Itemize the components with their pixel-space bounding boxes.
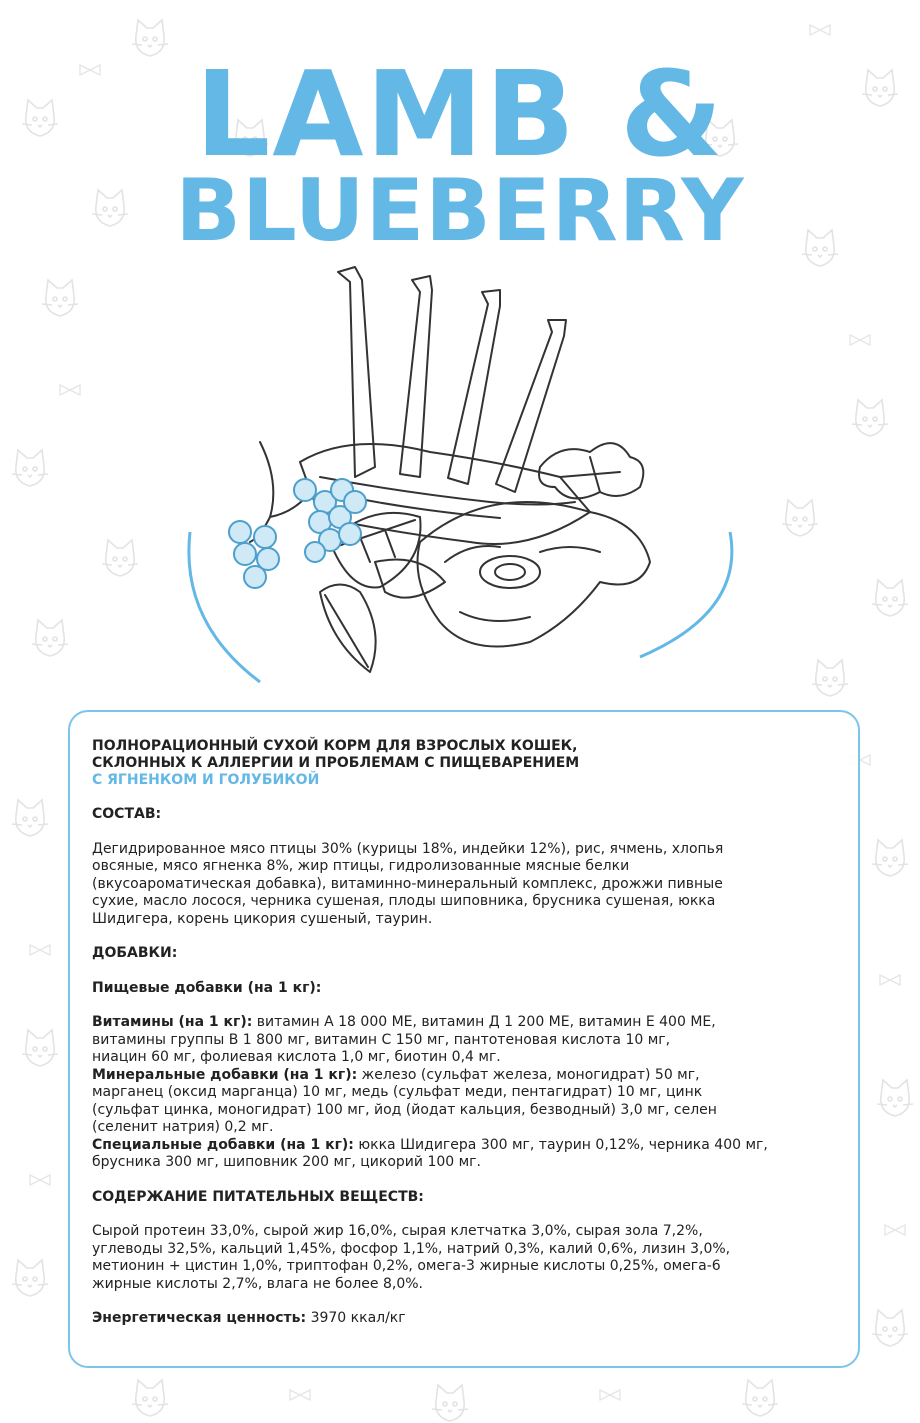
- energy-value: 3970 ккал/кг: [306, 1310, 406, 1326]
- vitamins-label: Витамины (на 1 кг):: [92, 1014, 253, 1030]
- composition-line: Шидигера, корень цикория сушеный, таурин.: [92, 910, 433, 927]
- vitamins-line: витамины группы В 1 800 мг, витамин С 150 мг, пантотеновая кислота 10 мг,: [92, 1031, 671, 1048]
- product-title-line-2: СКЛОННЫХ К АЛЛЕРГИИ И ПРОБЛЕМАМ С ПИЩЕВАРЕНИЕМ: [92, 755, 580, 771]
- vitamins-line: ниацин 60 мг, фолиевая кислота 1,0 мг, биотин 0,4 мг.: [92, 1049, 501, 1065]
- nutrients-text: [92, 1223, 836, 1293]
- energy-label: Энергетическая ценность:: [92, 1310, 307, 1326]
- product-title-line-1: ПОЛНОРАЦИОННЫЙ СУХОЙ КОРМ ДЛЯ ВЗРОСЛЫХ КОШЕК,: [92, 738, 578, 754]
- food-additives-heading: Пищевые добавки (на 1 кг):: [92, 979, 322, 996]
- special-line: юкка Шидигера 300 мг, таурин 0,12%, черника 400 мг,: [353, 1136, 768, 1153]
- special-label: Специальные добавки (на 1 кг):: [92, 1136, 354, 1153]
- leaf-3: [375, 560, 445, 598]
- minerals-line: марганец (оксид марганца) 10 мг, медь (сульфат меди, пентагидрат) 10 мг, цинк: [92, 1084, 703, 1100]
- nutrients-heading: СОДЕРЖАНИЕ ПИТАТЕЛЬНЫХ ВЕЩЕСТВ:: [92, 1188, 424, 1205]
- composition-line: Дегидрированное мясо птицы 30% (курицы 18%, индейки 12%), рис, ячмень, хлопья: [92, 840, 724, 857]
- product-title: [92, 738, 836, 789]
- composition-line: сухие, масло лосося, черника сушеная, плоды шиповника, брусника сушеная, юкка: [92, 893, 716, 909]
- energy-value-row: [92, 1310, 836, 1328]
- lamb-blueberry-illustration: [170, 262, 750, 702]
- right-arc: [640, 532, 732, 657]
- steak-bone: [480, 556, 540, 588]
- nutrients-line: углеводы 32,5%, кальций 1,45%, фосфор 1,1%, натрий 0,3%, калий 0,6%, лизин 3,0%,: [92, 1240, 731, 1257]
- minerals-label: Минеральные добавки (на 1 кг):: [92, 1066, 358, 1083]
- minerals-line: (сульфат цинка, моногидрат) 100 мг, йод (йодат кальция, безводный) 3,0 мг, селен: [92, 1101, 717, 1118]
- composition-heading: СОСТАВ:: [92, 806, 162, 822]
- title-line-1: LAMB &: [195, 45, 725, 183]
- minerals-line: (селенит натрия) 0,2 мг.: [92, 1119, 274, 1135]
- composition-line: овсяные, мясо ягненка 8%, жир птицы, гидролизованные мясные белки: [92, 858, 630, 874]
- composition-text: [92, 841, 836, 929]
- nutrients-line: жирные кислоты 2,7%, влага не более 8,0%.: [92, 1275, 423, 1292]
- minerals-line: железо (сульфат железа, моногидрат) 50 мг,: [357, 1066, 700, 1083]
- lamb-steak: [418, 502, 651, 647]
- product-subtitle: С ЯГНЕНКОМ И ГОЛУБИКОЙ: [92, 772, 320, 788]
- nutrients-line: Сырой протеин 33,0%, сырой жир 16,0%, сырая клетчатка 3,0%, сырая зола 7,2%,: [92, 1223, 703, 1239]
- parsley: [539, 443, 643, 498]
- leaf-2: [320, 585, 376, 673]
- vitamins-block: [92, 1014, 836, 1172]
- special-line: брусника 300 мг, шиповник 200 мг, цикорий 100 мг.: [92, 1154, 481, 1170]
- vitamins-line: витамин А 18 000 МЕ, витамин Д 1 200 МЕ, витамин Е 400 МЕ,: [252, 1014, 716, 1030]
- rib-bone-4: [496, 320, 566, 492]
- additives-heading: ДОБАВКИ:: [92, 945, 178, 961]
- composition-line: (вкусоароматическая добавка), витаминно-минеральный комплекс, дрожжи пивные: [92, 875, 723, 892]
- info-card: [68, 710, 860, 1368]
- nutrients-line: метионин + цистин 1,0%, триптофан 0,2%, омега-3 жирные кислоты 0,25%, омега-6: [92, 1258, 721, 1274]
- title-line-2: BLUEBERRY: [175, 161, 745, 261]
